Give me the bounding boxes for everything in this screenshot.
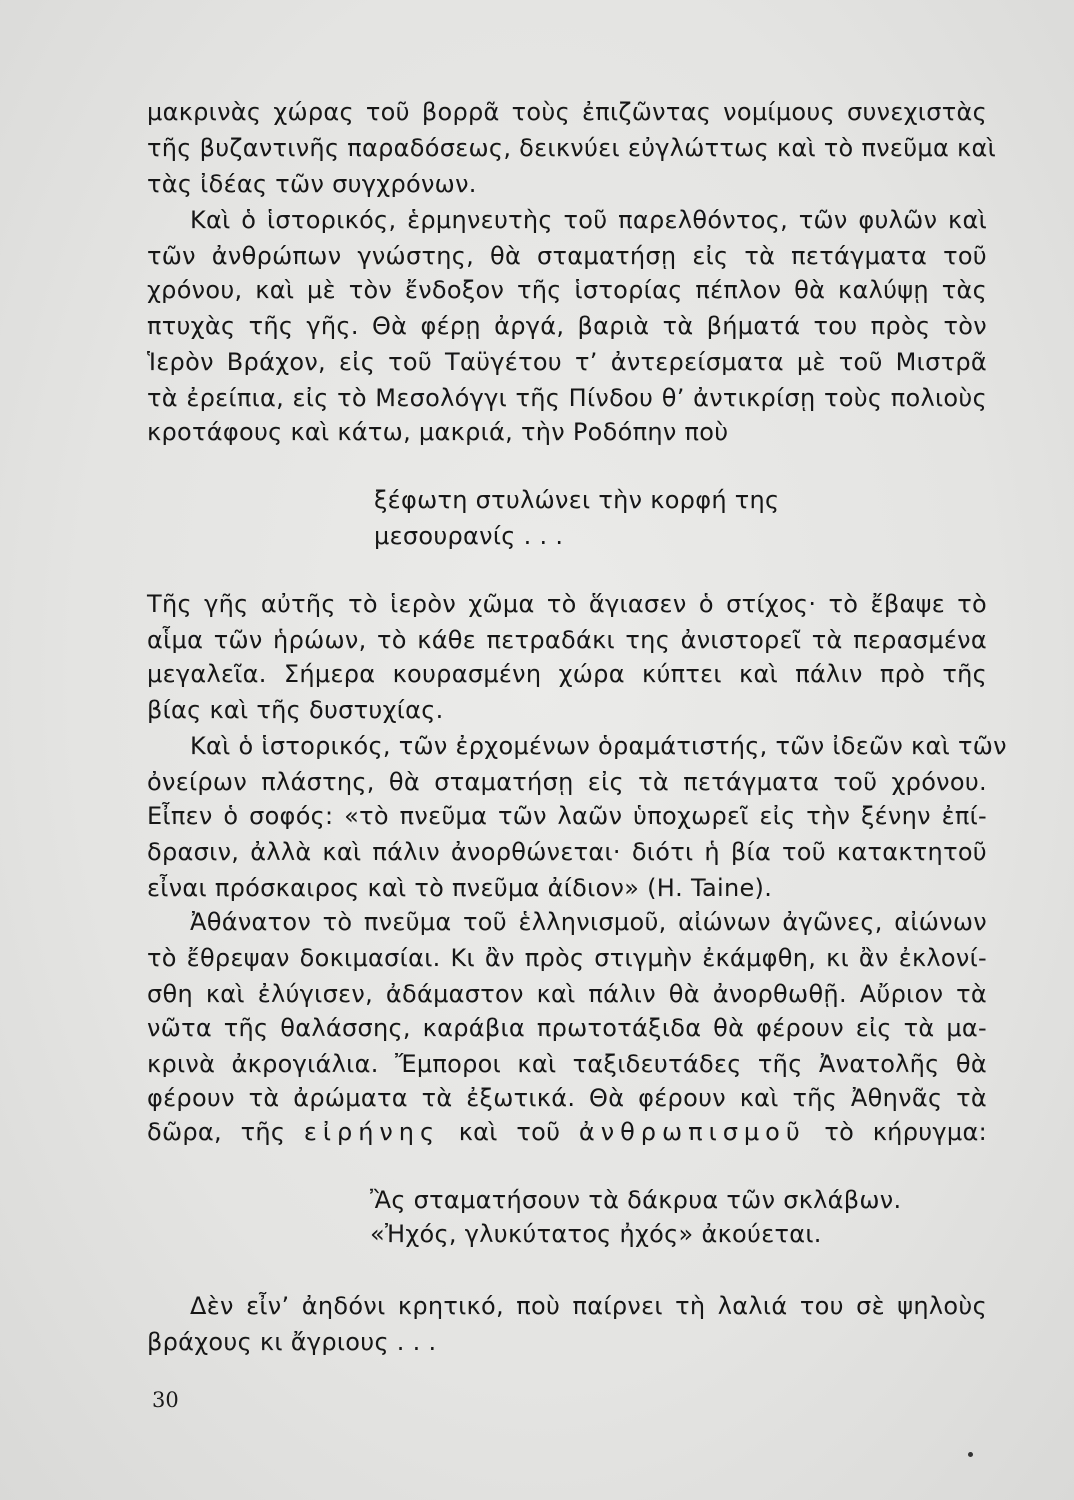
text-line: σθη καὶ ἐλύγισεν, ἀδάμαστον καὶ πάλιν θὰ ἀνορθωθῇ. Αὔριον τὰ xyxy=(147,980,987,1008)
text-line: φέρουν τὰ ἀρώματα τὰ ἐξωτικά. Θὰ φέρουν καὶ τῆς Ἀθηνᾶς τὰ xyxy=(147,1084,987,1112)
text-line: Ἀθάνατον τὸ πνεῦμα τοῦ ἑλληνισμοῦ, αἰώνων ἀγῶνες, αἰώνων xyxy=(190,908,987,936)
text-line-spaced xyxy=(147,1112,987,1152)
text-line: βίας καὶ τῆς δυστυχίας. xyxy=(147,696,444,724)
text-line: αἷμα τῶν ἡρώων, τὸ κάθε πετραδάκι της ἀνιστορεῖ τὰ περασμένα xyxy=(147,626,987,654)
ink-speck xyxy=(968,1452,973,1457)
text-line: Εἶπεν ὁ σοφός: «τὸ πνεῦμα τῶν λαῶν ὑποχωρεῖ εἰς τὴν ξένην ἐπί- xyxy=(147,802,987,830)
text-line: κρινὰ ἀκρογιάλια. Ἔμποροι καὶ ταξιδευτάδες τῆς Ἀνατολῆς θὰ xyxy=(147,1050,987,1078)
verse-line: ξέφωτη στυλώνει τὴν κορφή της xyxy=(374,486,780,514)
text-line: τὰ ἐρείπια, εἰς τὸ Μεσολόγγι τῆς Πίνδου θ’ ἀντικρίσῃ τοὺς πολιοὺς xyxy=(147,384,987,412)
quote-line: «Ἠχός, γλυκύτατος ἠχός» ἀκούεται. xyxy=(370,1220,822,1248)
text-line: νῶτα τῆς θαλάσσης, καράβια πρωτοτάξιδα θὰ φέρουν εἰς τὰ μα- xyxy=(147,1014,987,1042)
text-line: πτυχὰς τῆς γῆς. Θὰ φέρῃ ἀργά, βαριὰ τὰ βήματά του πρὸς τὸν xyxy=(147,312,987,340)
text-line: εἶναι πρόσκαιρος καὶ τὸ πνεῦμα ἀίδιον» (Η. Taine). xyxy=(147,874,773,902)
spaced-word: ἀνθρωπισμοῦ xyxy=(578,1118,806,1146)
text-line: βράχους κι ἄγριους . . . xyxy=(147,1328,437,1356)
text-line: Καὶ ὁ ἱστορικός, ἑρμηνευτὴς τοῦ παρελθόντος, τῶν φυλῶν καὶ xyxy=(190,206,987,234)
quote-line: Ἂς σταματήσουν τὰ δάκρυα τῶν σκλάβων. xyxy=(370,1186,902,1214)
text-line: χρόνου, καὶ μὲ τὸν ἔνδοξον τῆς ἱστορίας πέπλον θὰ καλύψῃ τὰς xyxy=(147,276,987,304)
text-fragment: καὶ τοῦ xyxy=(458,1118,561,1146)
page-number: 30 xyxy=(152,1388,179,1412)
text-line: μεγαλεῖα. Σήμερα κουρασμένη χώρα κύπτει καὶ πάλιν πρὸ τῆς xyxy=(147,660,987,688)
spaced-word: εἰρήνης xyxy=(303,1118,441,1146)
text-line: μακρινὰς χώρας τοῦ βορρᾶ τοὺς ἐπιζῶντας νομίμους συνεχιστὰς xyxy=(147,98,987,126)
text-line: ὀνείρων πλάστης, θὰ σταματήσῃ εἰς τὰ πετάγματα τοῦ χρόνου. xyxy=(147,768,987,796)
text-line: Δὲν εἶν’ ἀηδόνι κρητικό, ποὺ παίρνει τὴ λαλιά του σὲ ψηλοὺς xyxy=(190,1292,987,1320)
text-fragment: δῶρα, τῆς xyxy=(147,1118,286,1146)
text-line: τὰς ἰδέας τῶν συγχρόνων. xyxy=(147,170,477,198)
text-fragment: τὸ κήρυγμα: xyxy=(824,1118,987,1146)
text-line: Τῆς γῆς αὐτῆς τὸ ἱερὸν χῶμα τὸ ἅγιασεν ὁ στίχος· τὸ ἔβαψε τὸ xyxy=(147,590,987,618)
text-line: κροτάφους καὶ κάτω, μακριά, τὴν Ροδόπην ποὺ xyxy=(147,418,729,446)
text-line: τὸ ἔθρεψαν δοκιμασίαι. Κι ἂν πρὸς στιγμὴν ἐκάμφθη, κι ἂν ἐκλονί- xyxy=(147,944,987,972)
text-line: τῶν ἀνθρώπων γνώστης, θὰ σταματήσῃ εἰς τὰ πετάγματα τοῦ xyxy=(147,242,987,270)
verse-line: μεσουρανίς . . . xyxy=(374,522,564,550)
text-line: Ἱερὸν Βράχον, εἰς τοῦ Ταϋγέτου τ’ ἀντερείσματα μὲ τοῦ Μιστρᾶ xyxy=(147,348,987,376)
text-line: δρασιν, ἀλλὰ καὶ πάλιν ἀνορθώνεται· διότι ἡ βία τοῦ κατακτητοῦ xyxy=(147,838,987,866)
text-line: Καὶ ὁ ἱστορικός, τῶν ἐρχομένων ὁραμάτιστής, τῶν ἰδεῶν καὶ τῶν xyxy=(190,732,1007,760)
text-line: τῆς βυζαντινῆς παραδόσεως, δεικνύει εὐγλώττως καὶ τὸ πνεῦμα καὶ xyxy=(147,134,996,162)
